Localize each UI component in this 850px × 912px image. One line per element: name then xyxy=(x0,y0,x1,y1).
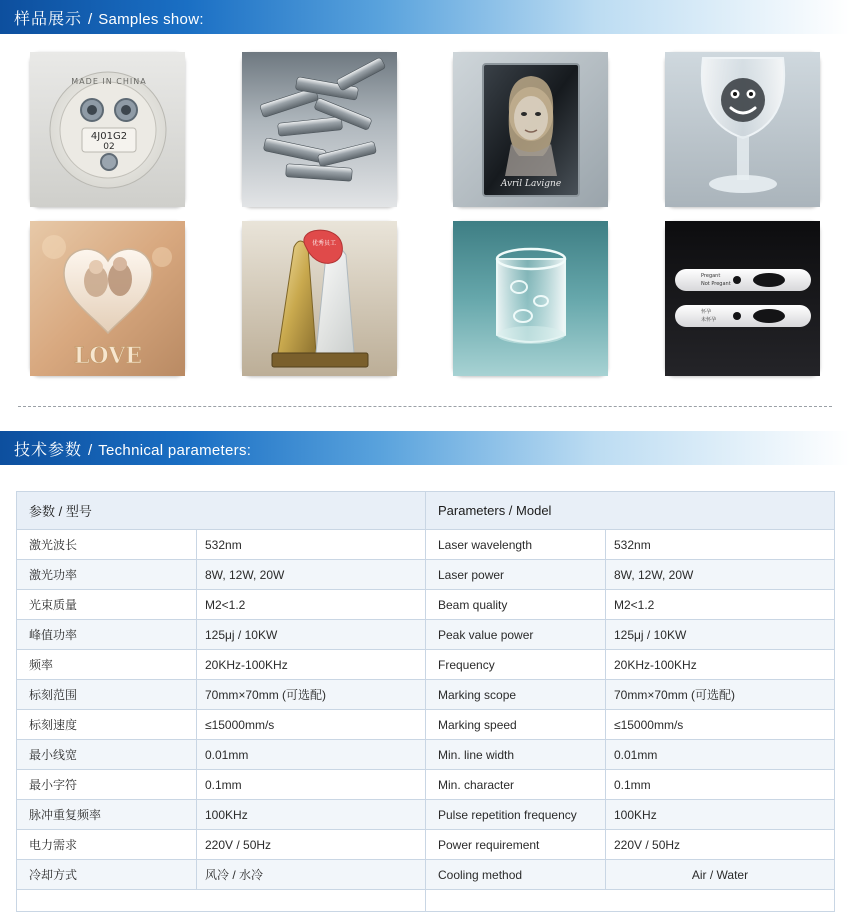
svg-text:怀孕: 怀孕 xyxy=(700,309,711,315)
row-label-en: Laser wavelength xyxy=(426,530,606,560)
table-footer-row xyxy=(17,890,835,912)
svg-text:未怀孕: 未怀孕 xyxy=(700,317,716,323)
table-row xyxy=(17,560,835,590)
table-row xyxy=(17,800,835,830)
samples-row-2 xyxy=(30,221,820,376)
row-value-cn: 0.1mm xyxy=(197,770,426,800)
table-row xyxy=(17,710,835,740)
table-header-cn: 参数 / 型号 xyxy=(17,492,426,530)
tech-section-header xyxy=(0,431,850,465)
row-label-en: Min. character xyxy=(426,770,606,800)
samples-header-cn: 样品展示 xyxy=(14,10,83,28)
row-label-cn: 最小线宽 xyxy=(17,740,197,770)
row-value-cn: 220V / 50Hz xyxy=(197,830,426,860)
sample-image-crystal-portrait xyxy=(453,52,608,207)
table-footer-left xyxy=(17,890,426,912)
row-label-cn: 激光波长 xyxy=(17,530,197,560)
sample-image-crystal-trophy xyxy=(242,221,397,376)
svg-text:MADE IN CHINA: MADE IN CHINA xyxy=(71,77,147,86)
row-value-en: M2<1.2 xyxy=(606,590,835,620)
row-label-en: Min. line width xyxy=(426,740,606,770)
row-value-cn: M2<1.2 xyxy=(197,590,426,620)
sample-image-glass-tube xyxy=(453,221,608,376)
row-value-cn: 0.01mm xyxy=(197,740,426,770)
samples-header-text xyxy=(14,6,204,29)
tech-header-cn: 技术参数 xyxy=(14,441,83,459)
row-label-en: Marking speed xyxy=(426,710,606,740)
row-label-en: Power requirement xyxy=(426,830,606,860)
row-label-cn: 光束质量 xyxy=(17,590,197,620)
tech-header-en: Technical parameters: xyxy=(98,441,252,459)
row-value-cn: 20KHz-100KHz xyxy=(197,650,426,680)
svg-text:LOVE: LOVE xyxy=(73,343,143,369)
row-value-cn: ≤15000mm/s xyxy=(197,710,426,740)
samples-section-header xyxy=(0,0,850,34)
row-value-en: 100KHz xyxy=(606,800,835,830)
sample-image-white-plastic-tools xyxy=(665,221,820,376)
row-label-en: Beam quality xyxy=(426,590,606,620)
row-value-en: 20KHz-100KHz xyxy=(606,650,835,680)
tech-params-table-wrap xyxy=(0,465,850,912)
svg-text:02: 02 xyxy=(103,142,115,152)
table-row xyxy=(17,590,835,620)
table-row xyxy=(17,680,835,710)
table-row xyxy=(17,650,835,680)
table-header-en: Parameters / Model xyxy=(426,492,835,530)
row-label-cn: 频率 xyxy=(17,650,197,680)
row-value-cn: 70mm×70mm (可选配) xyxy=(197,680,426,710)
row-label-cn: 冷却方式 xyxy=(17,860,197,890)
row-value-en: 532nm xyxy=(606,530,835,560)
row-label-en: Laser power xyxy=(426,560,606,590)
table-row xyxy=(17,830,835,860)
samples-header-separator: / xyxy=(88,10,93,28)
tech-params-table xyxy=(16,491,835,912)
row-label-cn: 电力需求 xyxy=(17,830,197,860)
sample-image-glass-cup-smiley xyxy=(665,52,820,207)
row-value-cn: 风冷 / 水冷 xyxy=(197,860,426,890)
svg-text:4J01G2: 4J01G2 xyxy=(90,131,128,142)
samples-header-en: Samples show: xyxy=(98,10,204,28)
section-divider xyxy=(18,406,832,407)
table-row xyxy=(17,860,835,890)
sample-image-ceramic-connector xyxy=(30,52,185,207)
table-footer-right xyxy=(426,890,835,912)
table-header-row xyxy=(17,492,835,530)
row-label-cn: 脉冲重复频率 xyxy=(17,800,197,830)
svg-text:Not Pregant: Not Pregant xyxy=(700,281,731,287)
samples-gallery xyxy=(0,34,850,396)
row-label-cn: 最小字符 xyxy=(17,770,197,800)
row-value-en: ≤15000mm/s xyxy=(606,710,835,740)
tech-header-text xyxy=(14,437,251,460)
row-value-en: Air / Water xyxy=(606,860,835,890)
svg-text:Pregant: Pregant xyxy=(700,273,721,279)
row-value-en: 0.1mm xyxy=(606,770,835,800)
row-label-cn: 峰值功率 xyxy=(17,620,197,650)
table-row xyxy=(17,740,835,770)
row-label-cn: 标刻范围 xyxy=(17,680,197,710)
row-value-en: 8W, 12W, 20W xyxy=(606,560,835,590)
row-label-en: Peak value power xyxy=(426,620,606,650)
row-value-cn: 8W, 12W, 20W xyxy=(197,560,426,590)
table-row xyxy=(17,770,835,800)
row-label-en: Pulse repetition frequency xyxy=(426,800,606,830)
sample-image-metal-pins xyxy=(242,52,397,207)
row-value-en: 220V / 50Hz xyxy=(606,830,835,860)
row-value-en: 0.01mm xyxy=(606,740,835,770)
row-label-en: Marking scope xyxy=(426,680,606,710)
row-label-en: Frequency xyxy=(426,650,606,680)
sample-image-crystal-love-photo xyxy=(30,221,185,376)
row-label-en: Cooling method xyxy=(426,860,606,890)
row-value-cn: 532nm xyxy=(197,530,426,560)
svg-text:优秀员工: 优秀员工 xyxy=(311,240,336,247)
table-row xyxy=(17,530,835,560)
row-label-cn: 标刻速度 xyxy=(17,710,197,740)
table-row xyxy=(17,620,835,650)
row-value-cn: 125μj / 10KW xyxy=(197,620,426,650)
svg-text:Avril Lavigne: Avril Lavigne xyxy=(501,179,562,189)
row-value-en: 125μj / 10KW xyxy=(606,620,835,650)
row-label-cn: 激光功率 xyxy=(17,560,197,590)
row-value-en: 70mm×70mm (可选配) xyxy=(606,680,835,710)
samples-row-1 xyxy=(30,52,820,207)
tech-header-separator: / xyxy=(88,441,93,459)
row-value-cn: 100KHz xyxy=(197,800,426,830)
